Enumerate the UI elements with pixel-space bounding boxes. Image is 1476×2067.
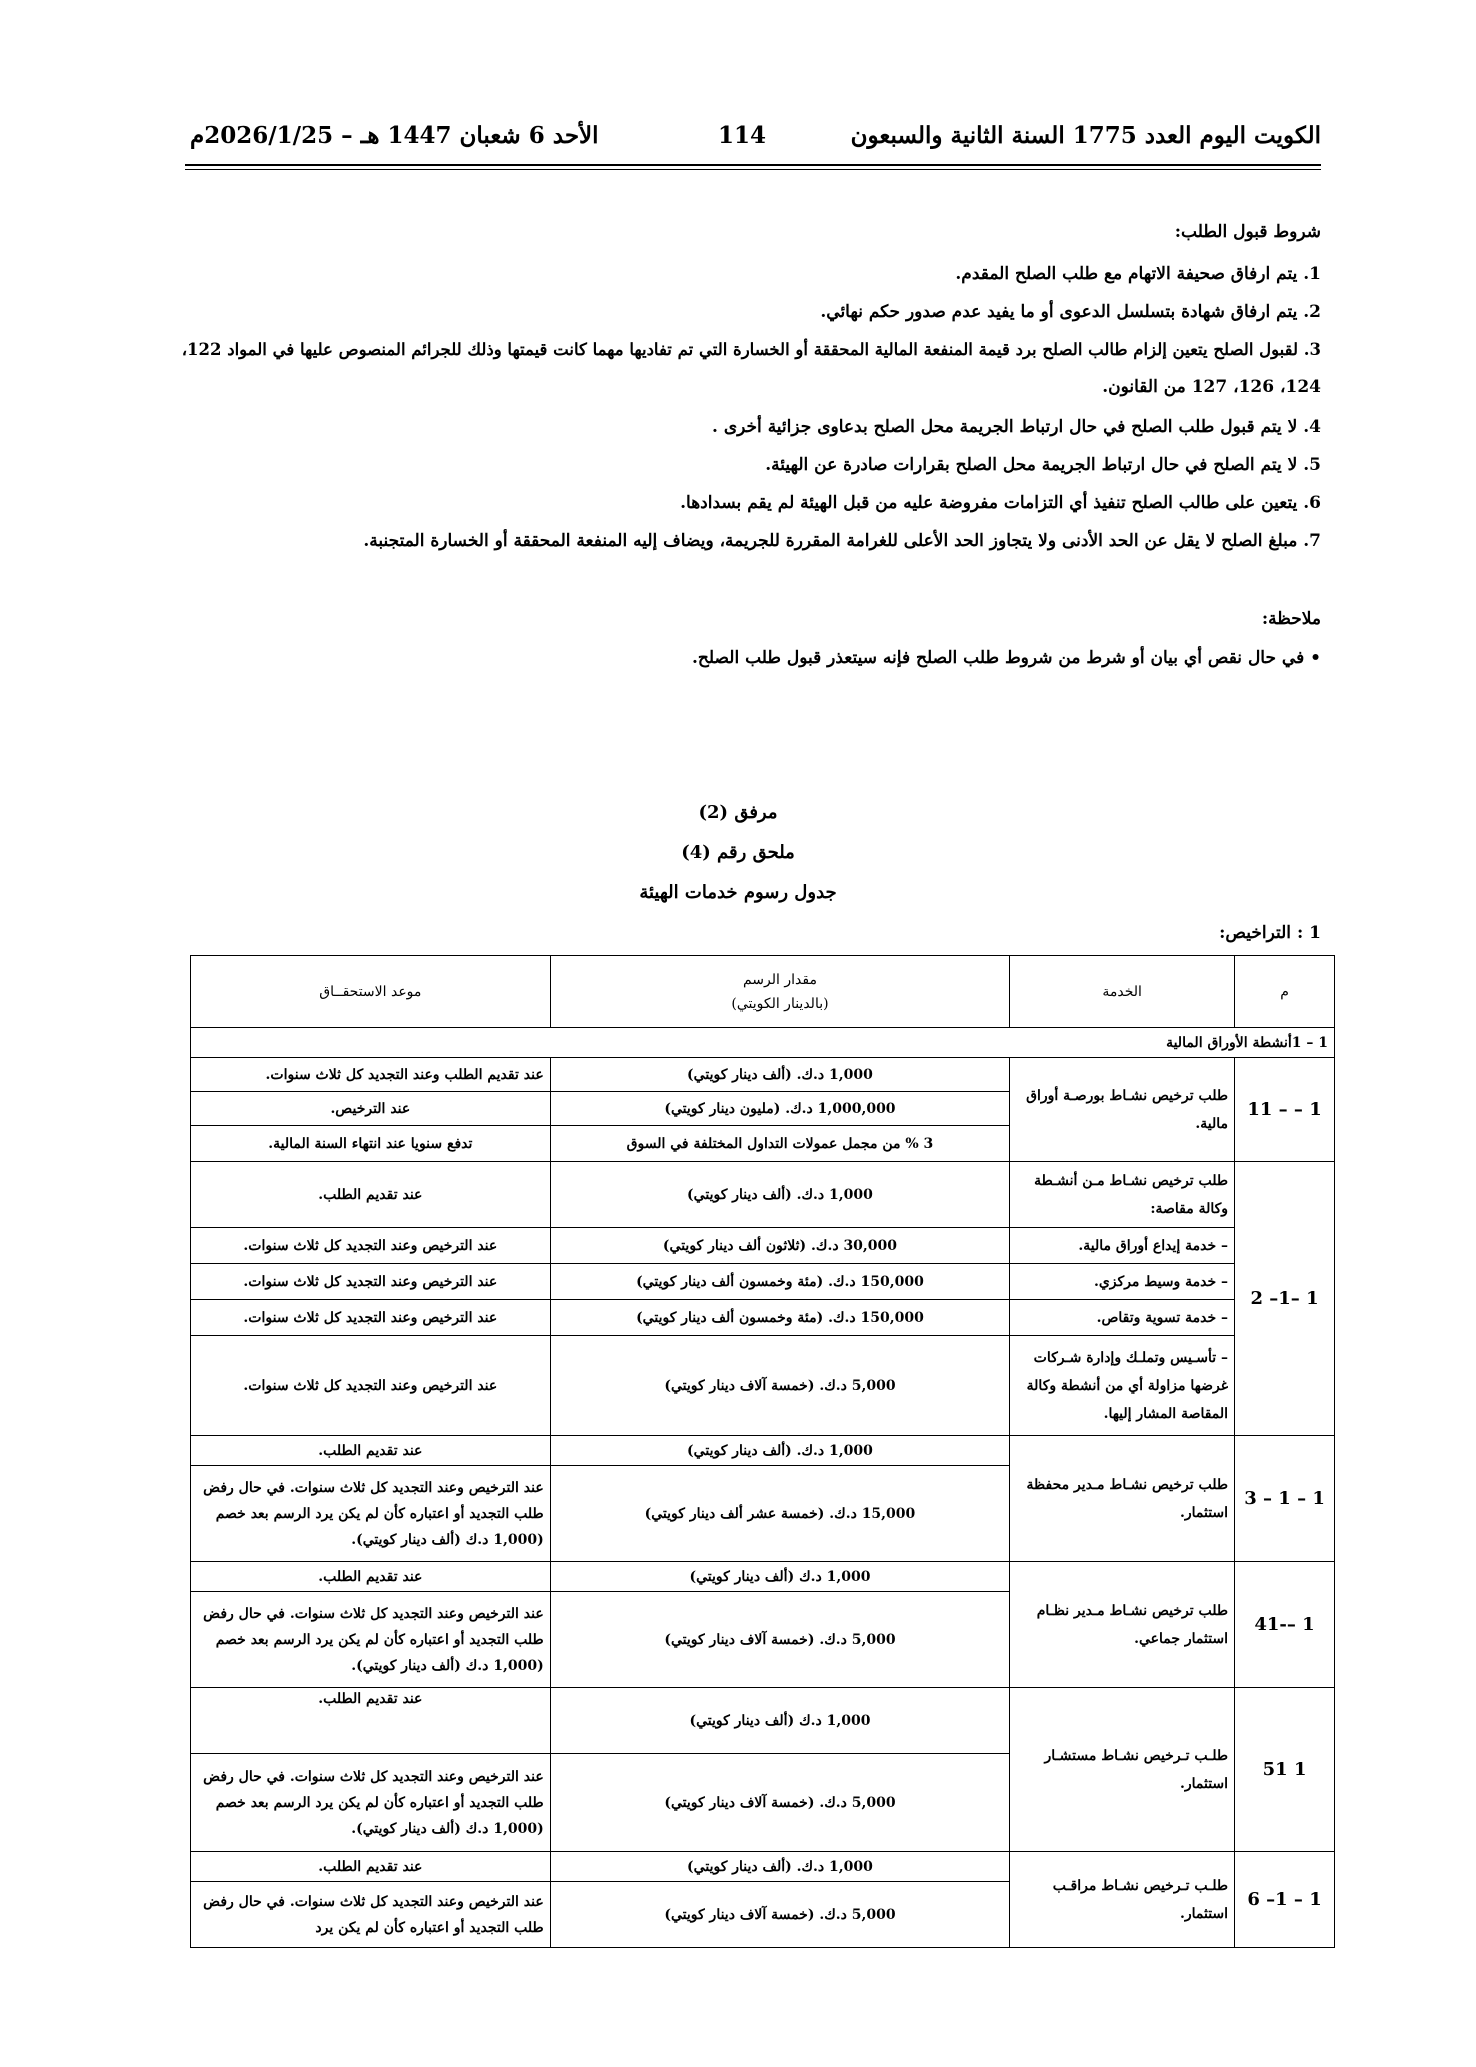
row-due: تدفع سنويا عند انتهاء السنة المالية. xyxy=(191,1126,551,1162)
annex-label: مرفق (2) xyxy=(698,802,778,823)
note-title: ملاحظة: xyxy=(1261,609,1321,629)
header-date: الأحد 6 شعبان 1447 هـ – 2026/1/25م xyxy=(190,122,599,149)
row-fee: 3 % من مجمل عمولات التداول المختلفة في السوق xyxy=(550,1126,1010,1162)
row-number: 1 51 xyxy=(1235,1688,1335,1852)
table-header-row xyxy=(191,956,1335,1028)
row-service: طلب ترخيص نشـاط بورصـة أوراق مالية. xyxy=(1010,1058,1235,1162)
table-row xyxy=(191,1058,1335,1092)
col-header-fee xyxy=(550,956,1010,1028)
row-fee: 1,000 د.ك (ألف دينار كويتي) xyxy=(550,1688,1010,1754)
row-due: عند تقديم الطلب. xyxy=(191,1562,551,1592)
header-rule-thin xyxy=(185,169,1321,170)
condition-item: 5. لا يتم الصلح في حال ارتباط الجريمة محل الصلح بقرارات صادرة عن الهيئة. xyxy=(765,455,1321,475)
row-fee: 30,000 د.ك. (ثلاثون ألف دينار كويتي) xyxy=(550,1228,1010,1264)
row-service: طلب ترخيص نشـاط مـدير نظـام استثمار جماعي. xyxy=(1010,1562,1235,1688)
condition-item: 3. لقبول الصلح يتعين إلزام طالب الصلح برد قيمة المنفعة المالية المحققة أو الخسارة التي تم تفاديها مهما كانت قيمتها وذلك للجرائم المنصوص عليها في المواد 122، xyxy=(181,340,1321,359)
row-fee: 1,000 د.ك. (ألف دينار كويتي) xyxy=(550,1852,1010,1882)
table-row xyxy=(191,1228,1335,1264)
col-header-fee-line2: (بالدينار الكويتي) xyxy=(731,995,829,1012)
condition-item: 2. يتم ارفاق شهادة بتسلسل الدعوى أو ما يفيد عدم صدور حكم نهائي. xyxy=(820,302,1321,322)
row-due: عند الترخيص وعند التجديد كل ثلاث سنوات. في حال رفض طلب التجديد أو اعتباره كأن لم يكن يرد الرسم بعد خصم (1,000 د.ك (ألف دينار كويتي). xyxy=(191,1592,551,1688)
table-row xyxy=(191,1264,1335,1300)
conditions-title: شروط قبول الطلب: xyxy=(1174,222,1321,242)
row-number: 1 –-41 xyxy=(1235,1562,1335,1688)
row-service: طلـب تـرخيص نشـاط مراقـب استثمار. xyxy=(1010,1852,1235,1948)
appendix-label: ملحق رقم (4) xyxy=(681,842,795,863)
row-service: – خدمة وسيط مركزي. xyxy=(1010,1264,1235,1300)
row-fee: 150,000 د.ك. (مئة وخمسون ألف دينار كويتي) xyxy=(550,1264,1010,1300)
condition-item: 6. يتعين على طالب الصلح تنفيذ أي التزامات مفروضة عليه من قبل الهيئة لم يقم بسدادها. xyxy=(680,493,1321,513)
table-title: جدول رسوم خدمات الهيئة xyxy=(639,882,837,903)
row-fee: 5,000 د.ك. (خمسة آلاف دينار كويتي) xyxy=(550,1754,1010,1852)
licenses-heading: 1 : التراخيص: xyxy=(1219,923,1321,943)
row-number: 1 – 1– 6 xyxy=(1235,1852,1335,1948)
row-fee: 15,000 د.ك. (خمسة عشر ألف دينار كويتي) xyxy=(550,1466,1010,1562)
row-due: عند الترخيص وعند التجديد كل ثلاث سنوات. في حال رفض طلب التجديد أو اعتباره كأن لم يكن يرد xyxy=(191,1882,551,1948)
row-service: – خدمة تسوية وتقاص. xyxy=(1010,1300,1235,1336)
row-due: عند تقديم الطلب وعند التجديد كل ثلاث سنوات. xyxy=(191,1058,551,1092)
col-header-due: موعد الاستحقــاق xyxy=(191,956,551,1028)
row-number: 1 –1– 2 xyxy=(1235,1162,1335,1436)
row-fee: 1,000 د.ك. (ألف دينار كويتي) xyxy=(550,1058,1010,1092)
row-number: 1 – 1 – 3 xyxy=(1235,1436,1335,1562)
table-row xyxy=(191,1336,1335,1436)
fees-table xyxy=(190,955,1335,1948)
row-fee: 5,000 د.ك. (خمسة آلاف دينار كويتي) xyxy=(550,1592,1010,1688)
table-row xyxy=(191,1162,1335,1228)
condition-item: 1. يتم ارفاق صحيفة الاتهام مع طلب الصلح المقدم. xyxy=(955,264,1321,284)
row-due: عند الترخيص. xyxy=(191,1092,551,1126)
row-due: عند الترخيص وعند التجديد كل ثلاث سنوات. في حال رفض طلب التجديد أو اعتباره كأن لم يكن يرد الرسم بعد خصم (1,000 د.ك (ألف دينار كويتي). xyxy=(191,1754,551,1852)
row-number: 1 – – 11 xyxy=(1235,1058,1335,1162)
row-fee: 1,000,000 د.ك. (مليون دينار كويتي) xyxy=(550,1092,1010,1126)
row-fee: 5,000 د.ك. (خمسة آلاف دينار كويتي) xyxy=(550,1882,1010,1948)
row-due: عند الترخيص وعند التجديد كل ثلاث سنوات. xyxy=(191,1264,551,1300)
col-header-fee-line1: مقدار الرسم xyxy=(742,971,817,988)
row-due: عند الترخيص وعند التجديد كل ثلاث سنوات. xyxy=(191,1300,551,1336)
row-due: عند الترخيص وعند التجديد كل ثلاث سنوات. في حال رفض طلب التجديد أو اعتباره كأن لم يكن يرد الرسم بعد خصم (1,000 د.ك (ألف دينار كويتي). xyxy=(191,1466,551,1562)
row-service: طلب ترخيص نشـاط مـدير محفظة استثمار. xyxy=(1010,1436,1235,1562)
row-service: – خدمة إيداع أوراق مالية. xyxy=(1010,1228,1235,1264)
table-row xyxy=(191,1688,1335,1754)
note-bullet: • في حال نقص أي بيان أو شرط من شروط طلب الصلح فإنه سيتعذر قبول طلب الصلح. xyxy=(692,648,1321,668)
section-title: 1 – 1أنشطة الأوراق المالية xyxy=(191,1028,1335,1058)
table-row xyxy=(191,1852,1335,1882)
row-fee: 150,000 د.ك. (مئة وخمسون ألف دينار كويتي) xyxy=(550,1300,1010,1336)
header-rule-thick xyxy=(185,164,1321,166)
condition-item-continued: 124، 126، 127 من القانون. xyxy=(1102,377,1321,397)
row-due: عند تقديم الطلب. xyxy=(191,1688,551,1754)
row-fee: 1,000 د.ك. (ألف دينار كويتي) xyxy=(550,1436,1010,1466)
row-fee: 5,000 د.ك. (خمسة آلاف دينار كويتي) xyxy=(550,1336,1010,1436)
row-due: عند تقديم الطلب. xyxy=(191,1162,551,1228)
section-row xyxy=(191,1028,1335,1058)
row-service: طلـب تـرخيص نشـاط مستشـار استثمار. xyxy=(1010,1688,1235,1852)
header-issue: الكويت اليوم العدد 1775 السنة الثانية والسبعون xyxy=(850,122,1321,149)
row-service: طلب ترخيص نشـاط مـن أنشـطة وكالة مقاصة: xyxy=(1010,1162,1235,1228)
col-header-no: م xyxy=(1235,956,1335,1028)
row-due: عند تقديم الطلب. xyxy=(191,1436,551,1466)
row-fee: 1,000 د.ك. (ألف دينار كويتي) xyxy=(550,1162,1010,1228)
row-due: عند الترخيص وعند التجديد كل ثلاث سنوات. xyxy=(191,1228,551,1264)
page-number: 114 xyxy=(718,122,767,149)
table-row xyxy=(191,1300,1335,1336)
row-service: – تأسـيس وتملـك وإدارة شـركات غرضها مزاولة أي من أنشطة وكالة المقاصة المشار إليها. xyxy=(1010,1336,1235,1436)
condition-item: 7. مبلغ الصلح لا يقل عن الحد الأدنى ولا يتجاوز الحد الأعلى للغرامة المقررة للجريمة، ويضاف إليه المنفعة المحققة أو الخسارة المتجنبة. xyxy=(363,531,1321,551)
col-header-service: الخدمة xyxy=(1010,956,1235,1028)
row-due: عند تقديم الطلب. xyxy=(191,1852,551,1882)
row-due: عند الترخيص وعند التجديد كل ثلاث سنوات. xyxy=(191,1336,551,1436)
table-row xyxy=(191,1436,1335,1466)
condition-item: 4. لا يتم قبول طلب الصلح في حال ارتباط الجريمة محل الصلح بدعاوى جزائية أخرى . xyxy=(712,417,1321,437)
row-fee: 1,000 د.ك (ألف دينار كويتي) xyxy=(550,1562,1010,1592)
table-row xyxy=(191,1562,1335,1592)
